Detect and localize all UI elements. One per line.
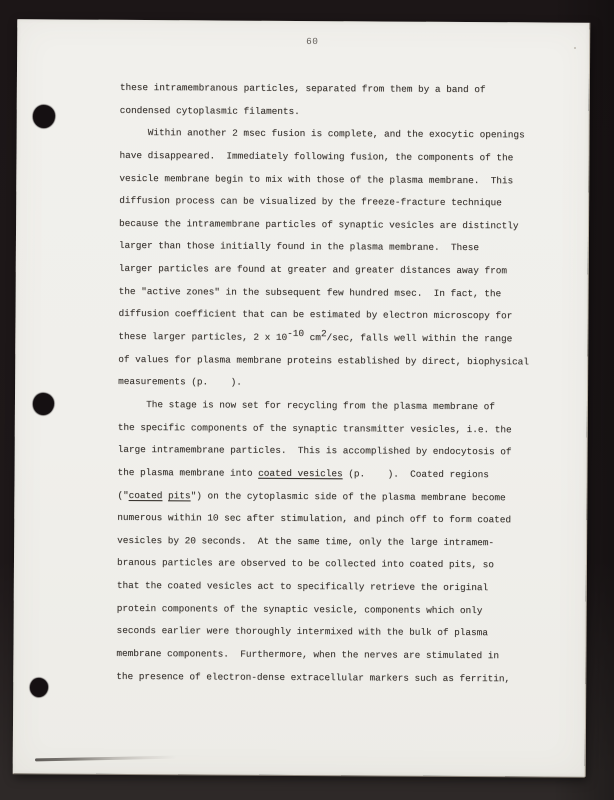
text-segment: have disappeared. Immediately following fusion, the components of the <box>119 149 514 164</box>
superscript: -10 <box>287 327 305 339</box>
text-line <box>119 145 559 170</box>
text-segment: larger than those initially found in the plasma membrane. These <box>118 240 480 254</box>
document-page <box>13 19 590 776</box>
text-segment: (p. ). Coated regions <box>342 468 489 481</box>
text-line <box>117 552 557 577</box>
text-segment: The stage is now set for recycling from the plasma membrane of <box>117 398 495 413</box>
underlined-term: coated <box>128 489 163 501</box>
text-line <box>117 484 557 509</box>
text-segment: vesicles by 20 seconds. At the same time, only the large intramem- <box>117 534 495 548</box>
text-line <box>117 575 557 600</box>
text-segment: of values for plasma membrane proteins established by direct, biophysical <box>118 353 529 368</box>
text-line <box>119 235 559 260</box>
text-line <box>119 258 559 283</box>
text-segment: the specific components of the synaptic transmitter vesicles, i.e. the <box>117 421 512 435</box>
text-line <box>118 326 558 351</box>
text-segment: /sec, falls well within the range <box>326 332 513 345</box>
text-segment: ") on the cytoplasmic side of the plasma membrane become <box>190 489 506 503</box>
text-segment: that the coated vesicles act to specifically retrieve the original <box>116 579 489 594</box>
text-line <box>117 598 557 623</box>
text-segment: measurements (p. ). <box>118 376 242 388</box>
text-line <box>117 620 557 645</box>
text-segment: protein components of the synaptic vesicle, components which only <box>116 602 483 616</box>
text-line <box>119 281 559 306</box>
text-segment: vesicle membrane begin to mix with those of the plasma membrane. This <box>119 172 514 186</box>
text-segment: because the intramembrane particles of synaptic vesicles are distinctly <box>119 217 519 232</box>
text-segment: cm <box>304 332 321 344</box>
text-line <box>116 666 556 691</box>
text-segment: condensed cytoplasmic filaments. <box>119 104 300 117</box>
text-segment: membrane components. Furthermore, when the nerves are stimulated in <box>116 647 500 662</box>
text-segment: large intramembrane particles. This is accomplished by endocytosis of <box>117 444 512 458</box>
text-line <box>118 371 558 396</box>
underlined-term: pits <box>168 489 191 501</box>
text-segment: the "active zones" in the subsequent few hundred msec. In fact, the <box>118 285 502 299</box>
text-line <box>118 394 558 419</box>
text-segment: the plasma membrane into <box>117 466 259 479</box>
superscript: 2 <box>320 327 327 339</box>
text-segment: Within another 2 msec fusion is complete, and the exocytic openings <box>119 127 525 141</box>
text-segment: diffusion process can be visualized by the freeze-fracture technique <box>119 195 502 209</box>
text-segment: the presence of electron-dense extracellular markers such as ferritin, <box>116 670 511 684</box>
text-line <box>117 530 557 555</box>
dust-speck <box>574 47 576 49</box>
page-number: 60 <box>306 36 319 48</box>
text-line <box>120 100 560 125</box>
text-line <box>119 190 559 215</box>
text-line <box>117 507 557 532</box>
text-line <box>118 349 558 374</box>
text-segment: seconds earlier were thoroughly intermixed with the bulk of plasma <box>116 625 488 639</box>
text-segment: these larger particles, 2 x 10 <box>118 330 288 343</box>
text-line <box>118 416 558 441</box>
text-line <box>118 439 558 464</box>
text-line <box>119 167 559 192</box>
text-segment: (" <box>117 489 129 501</box>
text-line <box>117 462 557 487</box>
body-text <box>116 77 560 691</box>
text-segment: these intramembranous particles, separated from them by a band of <box>119 81 486 96</box>
text-segment: diffusion coefficient that can be estimated by electron microscopy for <box>118 308 513 322</box>
text-segment: branous particles are observed to be collected into coated pits, so <box>116 557 494 571</box>
text-segment: larger particles are found at greater and greater distances away from <box>118 263 508 277</box>
text-line <box>120 77 560 102</box>
hole-punch <box>33 393 54 415</box>
underlined-term: coated vesicles <box>258 467 343 480</box>
text-line <box>120 122 560 147</box>
text-line <box>118 303 558 328</box>
text-segment: numerous within 10 sec after stimulation, and pinch off to form coated <box>117 512 512 526</box>
text-line <box>119 213 559 238</box>
text-line <box>116 643 556 668</box>
